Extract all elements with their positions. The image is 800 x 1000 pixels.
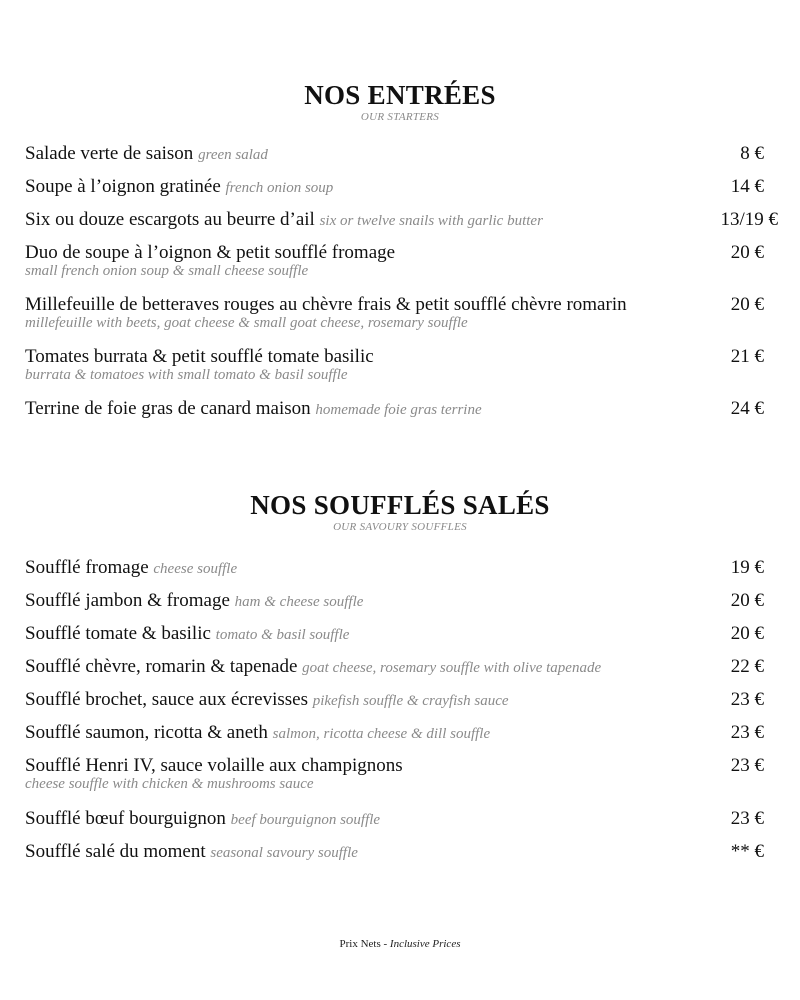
section-subtitle: OUR SAVOURY SOUFFLES [333, 521, 467, 533]
dish-name: Soufflé chèvre, romarin & tapenade [25, 656, 298, 677]
section-subtitle: OUR STARTERS [360, 111, 440, 123]
dish-price: 21 € [730, 346, 764, 367]
dish-translation: salmon, ricotta cheese & dill souffle [272, 726, 491, 742]
list-item [0, 398, 800, 431]
list-item [0, 557, 800, 590]
dish-price: 8 € [740, 143, 764, 164]
dish-translation: six or twelve snails with garlic butter [319, 213, 543, 229]
starters-section [0, 80, 800, 431]
dish-price: 23 € [730, 755, 764, 776]
dish-price: 20 € [730, 294, 764, 315]
dish-price: 23 € [730, 808, 764, 829]
price-footer [0, 938, 800, 950]
list-item [0, 656, 800, 689]
section-title: NOS SOUFFLÉS SALÉS [250, 490, 550, 520]
dish-name: Soufflé saumon, ricotta & aneth [25, 722, 268, 743]
list-item [0, 689, 800, 722]
dish-translation: millefeuille with beets, goat cheese & small goat cheese, rosemary souffle [25, 315, 468, 331]
dish-translation: cheese souffle [153, 561, 238, 577]
list-item [0, 294, 800, 346]
list-item [0, 722, 800, 755]
list-item [0, 590, 800, 623]
dish-translation: green salad [198, 147, 268, 163]
dish-price: 24 € [730, 398, 764, 419]
dish-name: Six ou douze escargots au beurre d’ail [25, 209, 315, 230]
list-item [0, 176, 800, 209]
list-item [0, 623, 800, 656]
dish-price: 20 € [730, 623, 764, 644]
dish-name: Millefeuille de betteraves rouges au chèvre frais & petit soufflé chèvre romarin [25, 294, 627, 315]
footer-separator: - [380, 938, 390, 950]
dish-name: Soufflé fromage [25, 557, 149, 578]
dish-name: Soufflé bœuf bourguignon [25, 808, 226, 829]
dish-name: Soufflé tomate & basilic [25, 623, 211, 644]
dish-translation: small french onion soup & small cheese souffle [25, 263, 309, 279]
dish-translation: cheese souffle with chicken & mushrooms sauce [25, 776, 314, 792]
dish-translation: ham & cheese souffle [234, 594, 364, 610]
list-item [0, 841, 800, 874]
dish-name: Soufflé brochet, sauce aux écrevisses [25, 689, 308, 710]
dish-price: 13/19 € [720, 209, 778, 230]
dish-price: 20 € [730, 242, 764, 263]
dish-translation: goat cheese, rosemary souffle with olive tapenade [302, 660, 602, 676]
section-title: NOS ENTRÉES [304, 80, 496, 110]
list-item [0, 242, 800, 294]
list-item [0, 755, 800, 808]
starters-list [0, 143, 800, 431]
dish-translation: homemade foie gras terrine [315, 402, 482, 418]
dish-translation: seasonal savoury souffle [210, 845, 358, 861]
dish-name: Tomates burrata & petit soufflé tomate basilic [25, 346, 374, 367]
dish-name: Soufflé jambon & fromage [25, 590, 230, 611]
dish-price: 23 € [730, 722, 764, 743]
list-item [0, 143, 800, 176]
dish-translation: burrata & tomatoes with small tomato & basil souffle [25, 367, 348, 383]
souffles-list [0, 557, 800, 874]
dish-price: 22 € [730, 656, 764, 677]
list-item [0, 808, 800, 841]
dish-translation: beef bourguignon souffle [230, 812, 381, 828]
footer-suffix: Inclusive Prices [389, 938, 461, 950]
dish-price: ** € [730, 841, 764, 862]
dish-name: Soufflé Henri IV, sauce volaille aux champignons [25, 755, 403, 776]
dish-price: 23 € [730, 689, 764, 710]
dish-price: 20 € [730, 590, 764, 611]
dish-price: 14 € [730, 176, 764, 197]
list-item [0, 346, 800, 398]
list-item [0, 209, 800, 242]
footer-prefix: Prix Nets [339, 938, 381, 950]
dish-translation: tomato & basil souffle [215, 627, 350, 643]
dish-name: Duo de soupe à l’oignon & petit soufflé fromage [25, 242, 396, 263]
souffles-section [0, 490, 800, 874]
dish-name: Soupe à l’oignon gratinée [25, 176, 221, 197]
dish-name: Salade verte de saison [25, 143, 194, 164]
dish-translation: pikefish souffle & crayfish sauce [312, 693, 509, 709]
dish-translation: french onion soup [225, 180, 334, 196]
dish-name: Soufflé salé du moment [25, 841, 206, 862]
dish-name: Terrine de foie gras de canard maison [25, 398, 311, 419]
dish-price: 19 € [730, 557, 764, 578]
